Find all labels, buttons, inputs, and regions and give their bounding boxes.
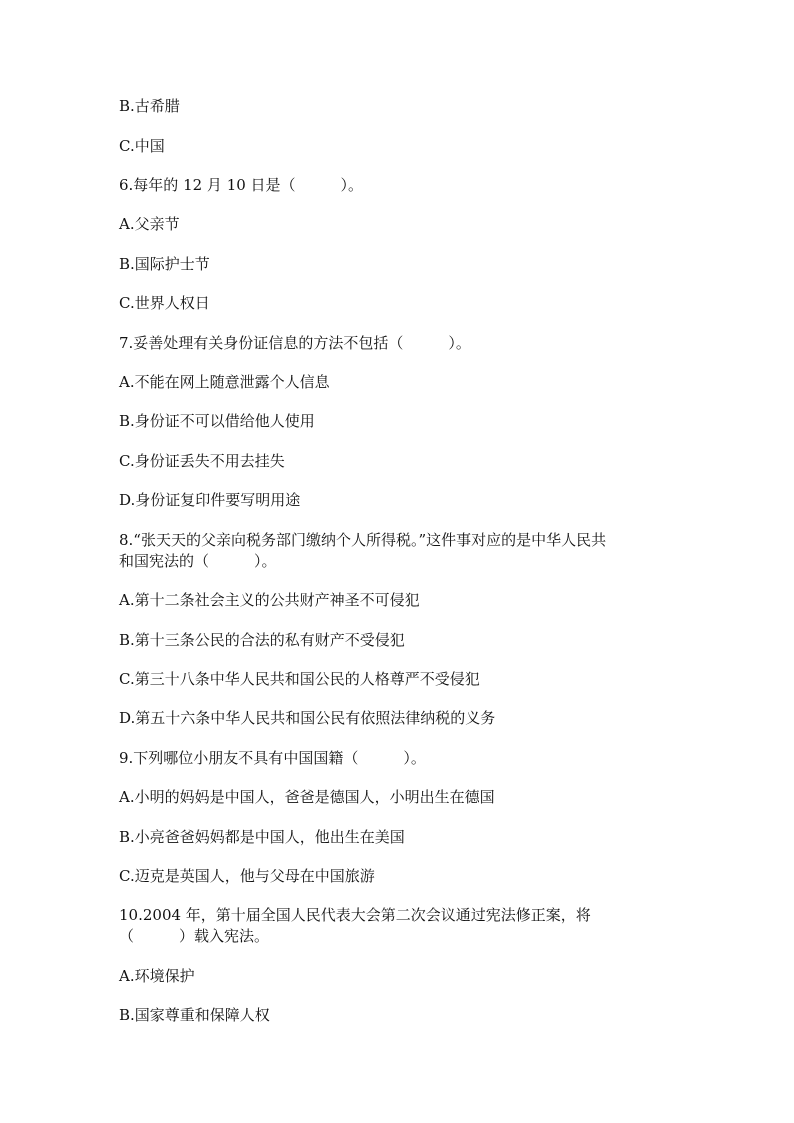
q6-option-c: C.世界人权日 xyxy=(119,294,210,312)
q8-option-d: D.第五十六条中华人民共和国公民有依照法律纳税的义务 xyxy=(119,709,496,727)
q9-option-a: A.小明的妈妈是中国人，爸爸是德国人，小明出生在德国 xyxy=(119,788,495,806)
q7-option-d: D.身份证复印件要写明用途 xyxy=(119,491,301,509)
q6-option-b: B.国际护士节 xyxy=(119,255,210,273)
q9-stem: 9.下列哪位小朋友不具有中国国籍（ ）。 xyxy=(119,749,426,767)
q7-option-b: B.身份证不可以借给他人使用 xyxy=(119,412,315,430)
q8-stem-line-1: 8.“张天天的父亲向税务部门缴纳个人所得税。”这件事对应的是中华人民共 xyxy=(119,531,607,549)
q7-stem: 7.妥善处理有关身份证信息的方法不包括（ ）。 xyxy=(119,334,471,352)
q6-option-a: A.父亲节 xyxy=(119,215,180,233)
q10-stem-line-1: 10.2004 年，第十届全国人民代表大会第二次会议通过宪法修正案，将 xyxy=(119,906,591,924)
q7-option-a: A.不能在网上随意泄露个人信息 xyxy=(119,373,330,391)
q8-option-b: B.第十三条公民的合法的私有财产不受侵犯 xyxy=(119,631,405,649)
q8-option-a: A.第十二条社会主义的公共财产神圣不可侵犯 xyxy=(119,591,420,609)
q8-option-c: C.第三十八条中华人民共和国公民的人格尊严不受侵犯 xyxy=(119,670,480,688)
q9-option-b: B.小亮爸爸妈妈都是中国人，他出生在美国 xyxy=(119,828,405,846)
q7-option-c: C.身份证丢失不用去挂失 xyxy=(119,452,285,470)
q10-option-b: B.国家尊重和保障人权 xyxy=(119,1006,270,1024)
q9-option-c: C.迈克是英国人，他与父母在中国旅游 xyxy=(119,867,375,885)
q5-option-b: B.古希腊 xyxy=(119,97,180,115)
q10-stem-line-2: （ ）载入宪法。 xyxy=(119,927,270,945)
q8-stem-line-2: 和国宪法的（ ）。 xyxy=(119,552,277,570)
q5-option-c: C.中国 xyxy=(119,137,165,155)
q10-option-a: A.环境保护 xyxy=(119,967,195,985)
q6-stem: 6.每年的 12 月 10 日是（ ）。 xyxy=(119,176,364,194)
